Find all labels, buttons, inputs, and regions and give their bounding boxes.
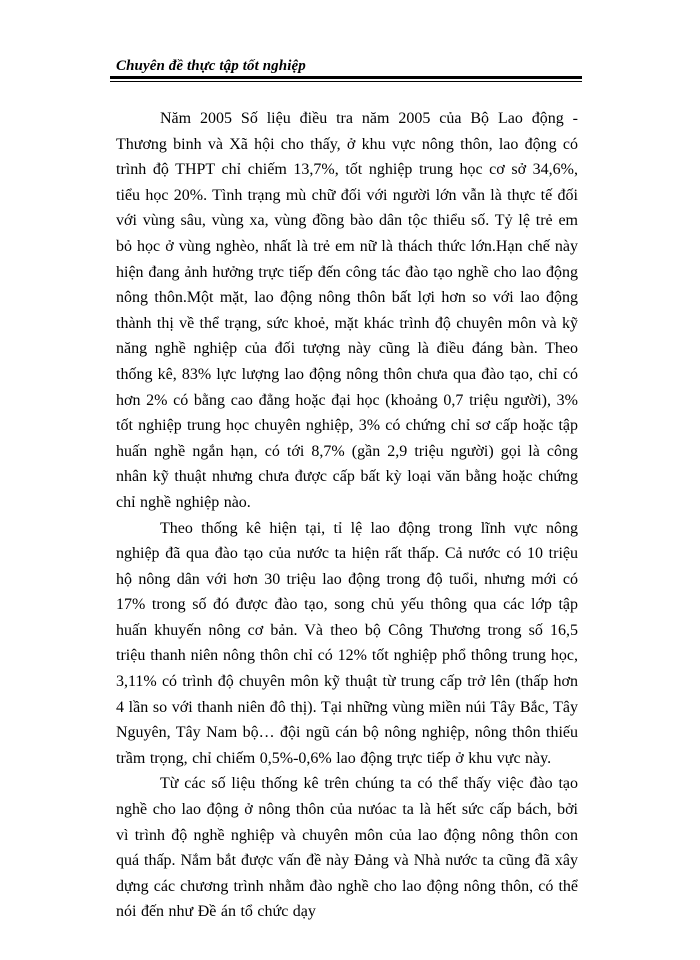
paragraph-1: Năm 2005 Số liệu điều tra năm 2005 của Bộ Lao động - Thương binh và Xã hội cho thấy, ở khu vực nông thôn, lao động có trình độ THPT chỉ chiếm 13,7%, tốt nghiệp trung học cơ sở 34,6%, tiểu học 20%. Tình trạng mù chữ đối với người lớn vẫn là thực tế đối với vùng sâu, vùng xa, vùng đồng bào dân tộc thiểu số. Tỷ lệ trẻ em bỏ học ở vùng nghèo, nhất là trẻ em nữ là thách thức lớn.Hạn chế này hiện đang ảnh hưởng trực tiếp đến công tác đào tạo nghề cho lao động nông thôn.Một mặt, lao động nông thôn bất lợi hơn so với lao động thành thị về thể trạng, sức khoẻ, mặt khác trình độ chuyên môn và kỹ năng nghề nghiệp của đối tượng này cũng là điều đáng bàn. Theo thống kê, 83% lực lượng lao động nông thôn chưa qua đào tạo, chỉ có hơn 2% có bằng cao đẳng hoặc đại học (khoảng 0,7 triệu người), 3% tốt nghiệp trung học chuyên nghiệp, 3% có chứng chỉ sơ cấp hoặc tập huấn nghề ngắn hạn, có tới 8,7% (gần 2,9 triệu người) gọi là công nhân kỹ thuật nhưng chưa được cấp bất kỳ loại văn bằng hoặc chứng chỉ nghề nghiệp nào. — [116, 110, 578, 511]
header-title: Chuyên đề thực tập tốt nghiệp — [116, 58, 306, 74]
document-body — [116, 106, 578, 925]
paragraph-2: Theo thống kê hiện tại, tỉ lệ lao động trong lĩnh vực nông nghiệp đã qua đào tạo của nước ta hiện rất thấp. Cả nước có 10 triệu hộ nông dân với hơn 30 triệu lao động trong độ tuổi, nhưng mới có 17% trong số đó được đào tạo, song chủ yếu thông qua các lớp tập huấn khuyến nông cơ bản. Và theo bộ Công Thương trong số 16,5 triệu thanh niên nông thôn chỉ có 12% tốt nghiệp phổ thông trung học, 3,11% có trình độ chuyên môn kỹ thuật từ trung cấp trở lên (thấp hơn 4 lần so với thanh niên đô thị). Tại những vùng miền núi Tây Bắc, Tây Nguyên, Tây Nam bộ… đội ngũ cán bộ nông nghiệp, nông thôn thiếu trầm trọng, chỉ chiếm 0,5%-0,6% lao động trực tiếp ở khu vực này. — [116, 519, 578, 767]
header-rule-thin — [110, 81, 582, 82]
header-rule-thick — [110, 76, 582, 79]
paragraph-3: Từ các số liệu thống kê trên chúng ta có thể thấy việc đào tạo nghề cho lao động ở nông thôn của nưóac ta là hết sức cấp bách, bởi vì trình độ nghề nghiệp và chuyên môn của lao động nông thôn con quá thấp. Nắm bắt được vấn đề này Đảng và Nhà nước ta cũng đã xây dựng các chương trình nhằm đào nghề cho lao động nông thôn, có thể nói đến như Đề án tổ chức dạy — [116, 775, 578, 921]
page-header — [110, 52, 582, 80]
